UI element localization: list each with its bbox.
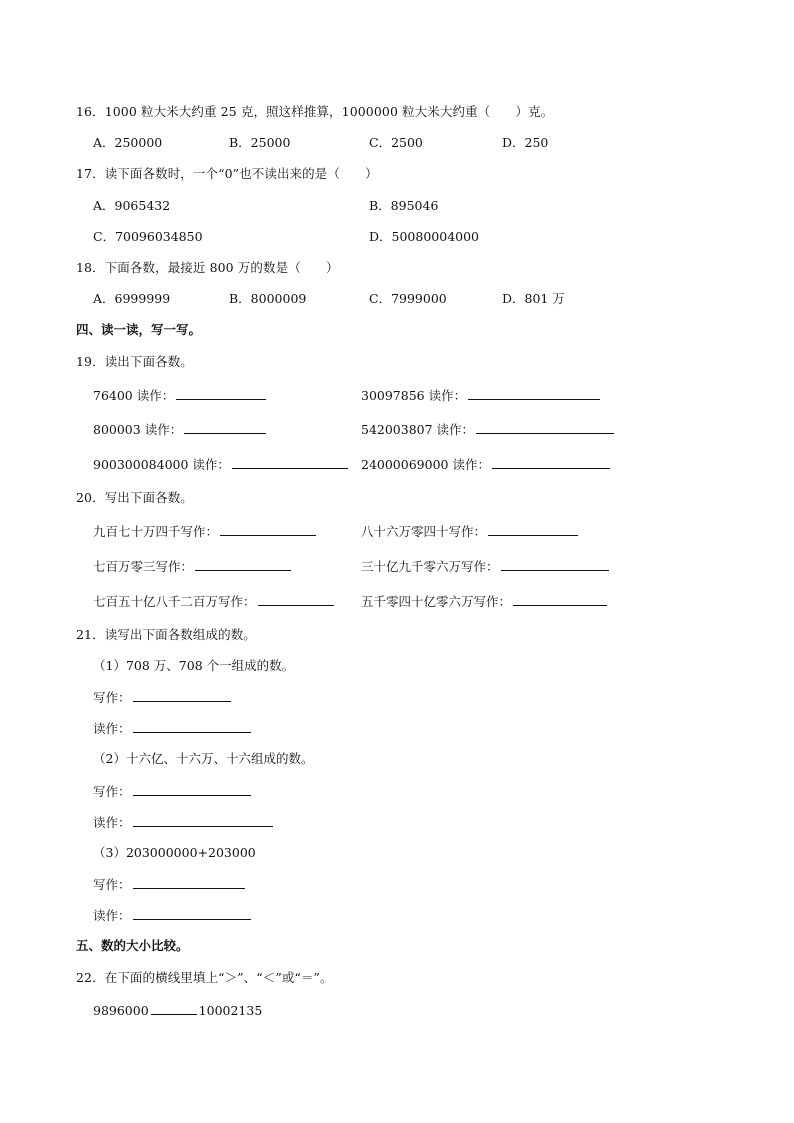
q16-stem: 16．1000 粒大米大约重 25 克，照这样推算，1000000 粒大米大约重（ ）克。 — [76, 104, 554, 119]
q21-part-1-write — [93, 689, 231, 706]
q19-item-6 — [361, 456, 610, 473]
q19-item-4-label: 542003807 读作： — [361, 422, 475, 437]
q20-item-6 — [361, 593, 607, 610]
q16-option-c[interactable]: C．2500 — [369, 135, 423, 150]
answer-blank[interactable] — [133, 689, 231, 702]
q19-item-6-label: 24000069000 读作： — [361, 457, 490, 472]
q17-option-d[interactable]: D．50080004000 — [369, 229, 480, 244]
q21-part-2-write — [93, 783, 251, 800]
q19-item-4 — [361, 421, 614, 438]
q20-item-5 — [93, 593, 334, 610]
write-label: 写作： — [93, 690, 131, 705]
q20-item-2-label: 八十六万零四十写作： — [361, 524, 487, 539]
q22-comparison — [93, 1002, 262, 1019]
answer-blank[interactable] — [184, 421, 266, 434]
answer-blank[interactable] — [492, 456, 610, 469]
q21-stem: 21．读写出下面各数组成的数。 — [76, 627, 256, 642]
answer-blank[interactable] — [501, 558, 609, 571]
read-label: 读作： — [93, 721, 131, 736]
q16-option-b[interactable]: B．25000 — [229, 135, 291, 150]
q18-option-c[interactable]: C．7999000 — [369, 291, 447, 306]
q21-part-1-read — [93, 720, 251, 737]
answer-blank[interactable] — [258, 593, 334, 606]
q21-part-3-read — [93, 907, 251, 924]
q19-item-5 — [93, 456, 348, 473]
q18-stem: 18．下面各数，最接近 800 万的数是（ ） — [76, 260, 339, 275]
q19-item-3-label: 800003 读作： — [93, 422, 183, 437]
q22-left-number: 9896000 — [93, 1003, 149, 1018]
answer-blank[interactable] — [513, 593, 607, 606]
answer-blank[interactable] — [133, 876, 245, 889]
q20-item-3 — [93, 558, 291, 575]
q17-option-b[interactable]: B．895046 — [369, 198, 439, 213]
answer-blank[interactable] — [232, 456, 348, 469]
q19-item-3 — [93, 421, 266, 438]
read-label: 读作： — [93, 908, 131, 923]
answer-blank[interactable] — [468, 387, 600, 400]
q22-right-number: 10002135 — [198, 1003, 263, 1018]
comparison-blank[interactable] — [151, 1002, 197, 1015]
answer-blank[interactable] — [176, 387, 266, 400]
q16-option-d[interactable]: D．250 — [502, 135, 549, 150]
q22-stem: 22．在下面的横线里填上“＞”、“＜”或“＝”。 — [76, 970, 333, 985]
section-5-heading: 五、数的大小比较。 — [76, 938, 189, 953]
q21-part-2-read — [93, 814, 273, 831]
q20-item-2 — [361, 523, 578, 540]
q18-option-b[interactable]: B．8000009 — [229, 291, 307, 306]
q20-item-1 — [93, 523, 316, 540]
write-label: 写作： — [93, 877, 131, 892]
answer-blank[interactable] — [220, 523, 316, 536]
q21-part-2: （2）十六亿、十六万、十六组成的数。 — [93, 751, 314, 766]
q19-stem: 19．读出下面各数。 — [76, 354, 193, 369]
q21-part-3-write — [93, 876, 245, 893]
answer-blank[interactable] — [133, 783, 251, 796]
answer-blank[interactable] — [133, 907, 251, 920]
answer-blank[interactable] — [476, 421, 614, 434]
q18-option-a[interactable]: A．6999999 — [93, 291, 171, 306]
q17-option-a[interactable]: A．9065432 — [93, 198, 171, 213]
q21-part-3: （3）203000000+203000 — [93, 845, 256, 860]
q20-item-4 — [361, 558, 609, 575]
answer-blank[interactable] — [195, 558, 291, 571]
q19-item-2-label: 30097856 读作： — [361, 388, 467, 403]
answer-blank[interactable] — [488, 523, 578, 536]
write-label: 写作： — [93, 784, 131, 799]
q20-item-6-label: 五千零四十亿零六万写作： — [361, 594, 512, 609]
q20-item-4-label: 三十亿九千零六万写作： — [361, 559, 499, 574]
answer-blank[interactable] — [133, 814, 273, 827]
section-4-heading: 四、读一读，写一写。 — [76, 322, 202, 337]
q18-option-d[interactable]: D．801 万 — [502, 291, 565, 306]
q21-part-1: （1）708 万、708 个一组成的数。 — [93, 658, 295, 673]
q20-item-1-label: 九百七十万四千写作： — [93, 524, 219, 539]
q16-option-a[interactable]: A．250000 — [93, 135, 163, 150]
answer-blank[interactable] — [133, 720, 251, 733]
q19-item-1 — [93, 387, 266, 404]
q19-item-5-label: 900300084000 读作： — [93, 457, 230, 472]
q17-stem: 17．读下面各数时，一个“0”也不读出来的是（ ） — [76, 166, 378, 181]
q20-stem: 20．写出下面各数。 — [76, 490, 193, 505]
q19-item-2 — [361, 387, 600, 404]
read-label: 读作： — [93, 815, 131, 830]
q20-item-5-label: 七百五十亿八千二百万写作： — [93, 594, 256, 609]
q20-item-3-label: 七百万零三写作： — [93, 559, 194, 574]
q17-option-c[interactable]: C．70096034850 — [93, 229, 203, 244]
q19-item-1-label: 76400 读作： — [93, 388, 175, 403]
